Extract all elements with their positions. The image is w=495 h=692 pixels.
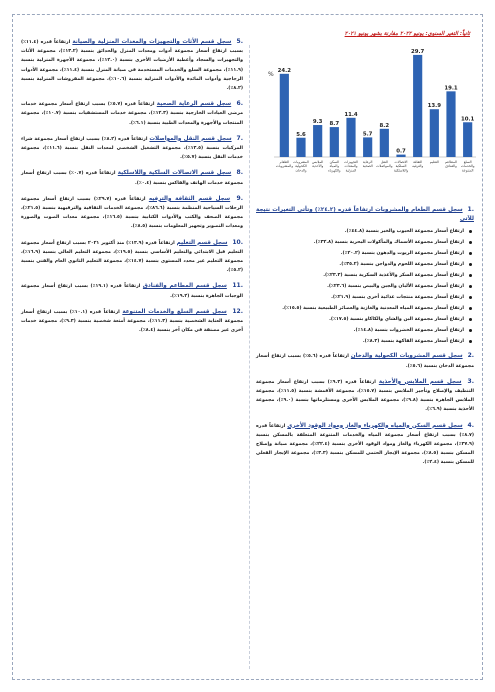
section-number: .6 xyxy=(236,100,243,108)
section-heading: سجل قسم الاتصالات السلكية واللاسلكية xyxy=(117,170,232,177)
bar-value-label: 0.7 xyxy=(396,148,406,155)
section-heading: سجل قسم الملابس والأحذية xyxy=(378,378,462,385)
bar-0 xyxy=(280,74,289,157)
section-misc-goods xyxy=(21,307,243,336)
section-number: .10 xyxy=(232,238,244,246)
category-label: الاتصالات السلكية واللاسلكية xyxy=(393,160,409,173)
section-number: .11 xyxy=(232,282,244,290)
bar-value-label: 24.2 xyxy=(277,67,291,74)
bar-9 xyxy=(430,109,439,157)
bar-5 xyxy=(363,137,372,157)
section-heading: سجل قسم السلع والخدمات المتنوعة xyxy=(122,308,227,315)
section-text: ارتفاعاً قدره (١١.٤٪) بسبب ارتفاع أسعار مجموعة أدوات ومعدات المنزل والحدائق بنسبة (١٣.٢٪)، مجموعة الأثاث والتجهيزات والسجاد وأغطية الأرضيات الأخرى بنسبة (١٢.٠٪)، مجموعة الأجهزة المنزلية بنسبة (١١.٩٪)، مجموعة السلع والخدمات المستخدمة في صيانة المنزل بنسبة (١١.٤٪)، مجموعة الأدوات الزجاجية وأدوات المائدة والأدوات المنزلية بنسبة (١٠.٦٪)، مجموعة المفروشات المنزلية بنسبة (٨.٢٪). xyxy=(21,40,244,92)
section-text: ارتفاعاً قدره (٩.٣٪) بسبب ارتفاع أسعار مجموعة التنظيف والإصلاح وتأجير الملابس بنسبة (١٥.٧٪)، مجموعة الأقمشة بنسبة (١١.٥٪)، مجموعة الملابس الجاهزة بنسبة (٩.٨٪)، مجموعة الملابس الأخرى ومستلزماتها بنسبة (٩.٠٪)، مجموعة الأحذية بنسبة (٦.٩٪). xyxy=(256,379,474,413)
section-number: .8 xyxy=(236,169,243,177)
section-housing xyxy=(256,421,474,468)
section-number: .12 xyxy=(232,307,243,315)
section-heading: سجل قسم الطعام والمشروبات ارتفاعاً قدره (٢٤.٢٪) وتأتي التغيرات نتيجة للآتي xyxy=(256,207,474,223)
section-text: ارتفاعاً قدره (٢٩.٧٪) بسبب ارتفاع أسعار مجموعة الرحلات السياحية المنظمة بنسبة (٨٦.٦٪)، مجموعة الخدمات الثقافية والترفيهية بنسبة (٢١.٥٪)، مجموعة الصحف والكتب والأدوات الكتابية بنسبة (١٦.٥٪)، مجموعة معدات الصوت والصورة ومعدات التصوير وتجهيز المعلومات بنسبة (٨.٥٪). xyxy=(21,196,243,230)
bar-7 xyxy=(396,155,405,157)
food-bullet-item: ارتفاع أسعار مجموعة اللحوم والدواجن بنسبة (٣٥.٢٪). xyxy=(256,261,474,268)
bar-value-label: 8.7 xyxy=(329,121,340,128)
bar-8 xyxy=(413,55,422,157)
bar-value-label: 29.7 xyxy=(411,48,425,55)
food-bullet-item: ارتفاع أسعار مجموعة البن والشاي والكاكاو بنسبة (١٧.٥٪). xyxy=(256,316,474,323)
section-food xyxy=(256,205,474,345)
section-number: .9 xyxy=(236,194,243,202)
food-bullet-item: ارتفاع أسعار مجموعة الحبوب والخبز بنسبة (٤٤.٨٪). xyxy=(256,228,474,235)
section-number: .5 xyxy=(236,38,243,45)
bar-value-label: 19.1 xyxy=(444,85,458,92)
section-tobacco xyxy=(256,351,474,370)
section-communications xyxy=(21,168,243,187)
bar-11 xyxy=(463,122,472,157)
section-health xyxy=(21,99,243,128)
section-heading: سجل قسم التعليم xyxy=(176,239,228,246)
food-bullet-item: ارتفاع أسعار مجموعة منتجات غذائية أخرى بنسبة (٢١.٩٪). xyxy=(256,294,474,301)
section-heading: سجل قسم المشروبات الكحولية والدخان xyxy=(350,353,463,360)
section-text: ارتفاعاً قدره (١٣.٩٪) منذ أكتوبر ٢٠٢١ بسبب ارتفاع أسعار مجموعة التعليم قبل الابتدائي والتعليم الأساسي بنسبة (١٩.٥٪)، مجموعة التعليم العالي بنسبة (١٦.٩٪)، مجموعة التعليم غير محدد المستوى بنسبة (١٤.٧٪)، مجموعة التعليم الثانوي العام والفني بنسبة (٥.٢٪). xyxy=(21,240,243,274)
section-number: .2 xyxy=(467,352,475,360)
section-restaurants xyxy=(21,281,243,300)
bar-3 xyxy=(330,127,339,157)
section-furniture xyxy=(21,37,243,93)
bar-value-label: 5.7 xyxy=(362,131,373,138)
category-label: السكن والمياه والكهرباء xyxy=(328,160,341,173)
food-bullet-item: ارتفاع أسعار مجموعة الفاكهة بنسبة (٨.٣٪). xyxy=(256,338,474,345)
section-text: ارتفاعاً قدره (١٠.١٪) بسبب ارتفاع أسعار مجموعة العناية الشخصية بنسبة (١١.٣٪)، مجموعة أمتعة شخصية بنسبة (٩.٣٪)، مجموعة خدمات أخرى غير مصنفة في مكان آخر بنسبة (٨.٤٪). xyxy=(21,309,243,334)
section-transport xyxy=(21,134,243,163)
section-title: ثانياً: التغير السنوي: يونيو ٢٠٢٢ مقارنة بشهر يونيو ٢٠٢١ xyxy=(344,31,470,37)
section-heading: سجل قسم المطاعم والفنادق xyxy=(142,283,227,290)
section-heading: سجل قسم الرعاية الصحية xyxy=(156,101,232,108)
bar-value-label: 8.2 xyxy=(379,122,390,129)
food-bullet-item: ارتفاع أسعار مجموعة السكر والأغذية السكرية بنسبة (٢٣.٣٪). xyxy=(256,272,474,279)
percent-unit: % xyxy=(268,71,274,78)
bar-10 xyxy=(446,91,455,157)
section-culture xyxy=(21,194,243,232)
section-number: .3 xyxy=(467,377,474,385)
section-heading: سجل قسم الأثاث والتجهيزات والمعدات المنزلية والصيانة xyxy=(72,39,232,45)
section-number: .1 xyxy=(467,206,474,213)
category-label: المطاعم والفنادق xyxy=(444,160,458,169)
section-education xyxy=(21,238,243,276)
category-label: الرعاية الصحية xyxy=(362,160,373,169)
annual-change-chart xyxy=(258,39,482,207)
food-bullet-item: ارتفاع أسعار مجموعة الألبان والجبن والبيض بنسبة (٢٣.٦٪). xyxy=(256,283,474,290)
category-label: المشروبات الكحولية والدخان xyxy=(293,160,309,173)
bar-value-label: 5.6 xyxy=(296,131,306,138)
food-bullets xyxy=(256,228,474,345)
section-text: ارتفاعاً قدره (٠.٧٪) بسبب ارتفاع أسعار مجموعة خدمات الهاتف والفاكس بنسبة (٠.٤٪). xyxy=(21,171,243,186)
category-label: الثقافة والترفيه xyxy=(412,160,424,169)
bar-value-label: 10.1 xyxy=(461,116,475,123)
category-label: التجهيزات والمعدات المنزلية xyxy=(344,160,358,173)
category-label: النقل والمواصلات xyxy=(376,160,393,169)
bar-6 xyxy=(380,129,389,157)
report-page xyxy=(12,14,483,680)
column-divider xyxy=(249,45,250,669)
food-bullet-item: ارتفاع أسعار مجموعة الخضروات بنسبة (١٤.٨٪). xyxy=(256,327,474,334)
category-label: الطعام والمشروبات xyxy=(275,160,293,169)
category-label: السلع والخدمات المتنوعة xyxy=(460,160,475,173)
category-label: الملابس والأحذية xyxy=(312,160,324,169)
section-text: ارتفاعاً قدره (١٩.١٪) بسبب ارتفاع أسعار مجموعة الوجبات الجاهزة بنسبة (١٩.٢٪). xyxy=(21,284,243,299)
section-text: ارتفاعاً قدره (٨.٢٪) بسبب ارتفاع أسعار مجموعة شراء المركبات بنسبة (١٣.٥٪)، مجموعة التشغيل الشخصي لمعدات النقل بنسبة (١١.٦٪)، مجموعة خدمات النقل بنسبة (٥.٧٪). xyxy=(21,136,243,161)
bar-1 xyxy=(296,138,305,157)
bar-4 xyxy=(346,118,355,157)
bar-value-label: 13.9 xyxy=(427,103,441,110)
section-clothing xyxy=(256,377,474,415)
bar-chart-svg xyxy=(258,39,482,207)
left-column xyxy=(21,37,243,341)
right-column xyxy=(256,205,474,474)
category-label: التعليم xyxy=(429,160,439,164)
section-number: .7 xyxy=(236,134,244,142)
bar-value-label: 9.3 xyxy=(312,119,323,126)
bar-2 xyxy=(313,125,322,157)
section-text: ارتفاعاً قدره (٥.٦٪) بسبب ارتفاع أسعار مجموعة الدخان بنسبة (٥.٦٪). xyxy=(256,354,474,369)
section-heading: سجل قسم السكن والمياه والكهرباء والغاز ومواد الوقود الأخرى xyxy=(287,422,463,429)
food-bullet-item: ارتفاع أسعار مجموعة الزيوت والدهون بنسبة (٢٠.٢٪). xyxy=(256,250,474,257)
food-bullet-item: ارتفاع أسعار مجموعة المياه المعدنية والغازية والعصائر الطبيعية بنسبة (١٥.٥٪). xyxy=(256,305,474,312)
section-number: .4 xyxy=(467,421,474,429)
section-text: ارتفاعاً قدره (٨.٧٪) بسبب ارتفاع أسعار مجموعة المياه والخدمات المتنوعة المتعلقة بالمسكن بنسبة (٣٧.٩٪)، مجموعة الكهرباء والغاز ومواد الوقود الأخرى بنسبة (٢٢.٤٪)، مجموعة صيانة وإصلاح المسكن بنسبة (٨.٥٪)، مجموعة الإيجار الحتمي للمسكن بنسبة (٣.٣٪)، مجموعة الإيجار الفعلي للمسكن بنسبة (٢.٤٪). xyxy=(256,423,474,466)
bar-value-label: 11.4 xyxy=(344,111,358,118)
section-text: ارتفاعاً قدره (٥.٧٪) بسبب ارتفاع أسعار مجموعة خدمات مرضى العيادات الخارجية بنسبة (١٢.٣٪)، مجموعة خدمات المستشفيات بنسبة (١٠.٧٪)، مجموعة المنتجات والأجهزة والمعدات الطبية بنسبة (٦.١٪). xyxy=(21,102,243,126)
section-heading: سجل قسم الثقافة والترفيه xyxy=(148,195,231,202)
section-heading: سجل قسم النقل والمواصلات xyxy=(149,135,232,142)
food-bullet-item: ارتفاع أسعار مجموعة الأسماك والمأكولات البحرية بنسبة (٣٢.٨٪). xyxy=(256,239,474,246)
